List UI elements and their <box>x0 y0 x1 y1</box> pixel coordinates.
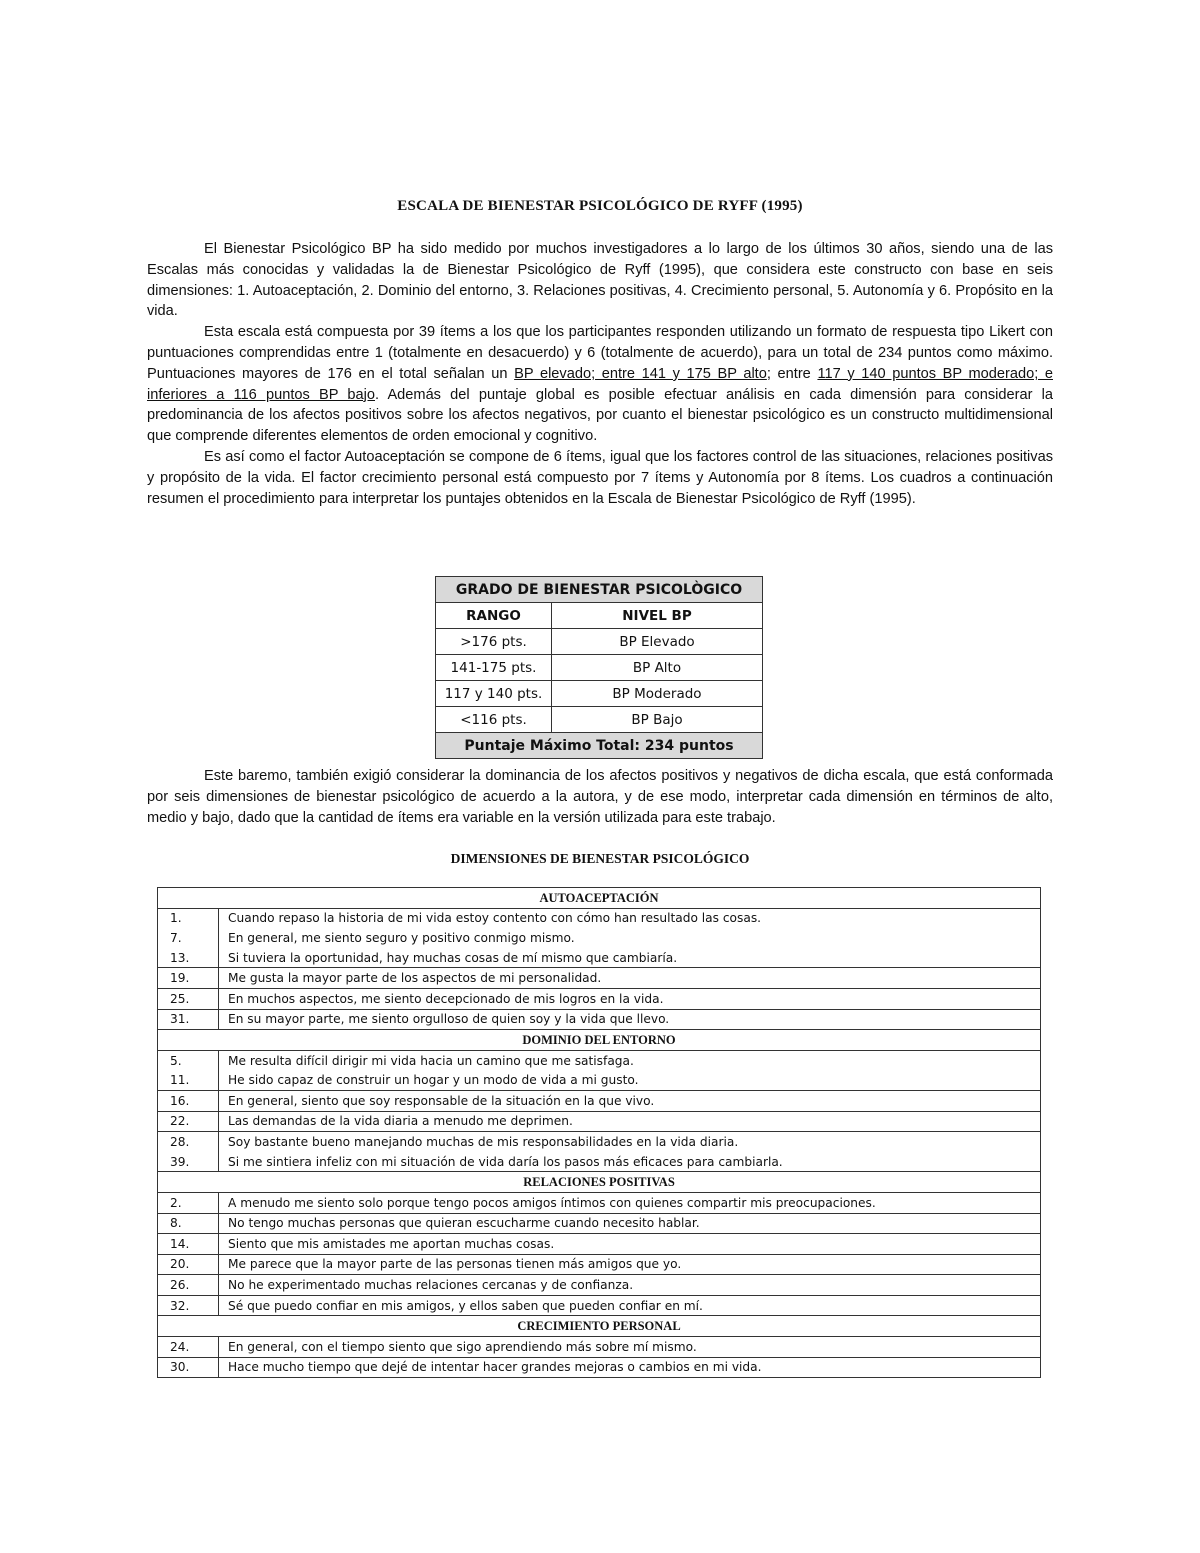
item-row <box>158 1111 1041 1132</box>
paragraph-2-underline-1: BP elevado; entre 141 y 175 BP alto <box>514 365 767 382</box>
item-row <box>158 1213 1041 1234</box>
item-text: En muchos aspectos, me siento decepcionado de mis logros en la vida. <box>219 988 1041 1009</box>
item-number: 31. <box>158 1009 219 1030</box>
item-text: Si tuviera la oportunidad, hay muchas cosas de mí mismo que cambiaría. <box>219 948 1041 968</box>
item-row <box>158 1275 1041 1296</box>
item-text: En general, con el tiempo siento que sigo aprendiendo más sobre mí mismo. <box>219 1337 1041 1358</box>
item-row <box>158 1295 1041 1316</box>
grade-row <box>436 707 763 733</box>
grade-range: 117 y 140 pts. <box>436 681 552 707</box>
section-title: AUTOACEPTACIÓN <box>158 888 1041 909</box>
item-number: 14. <box>158 1234 219 1255</box>
paragraph-2-underline-2: 117 y 140 puntos BP moderado; e inferiores a 116 puntos BP bajo <box>147 365 1053 403</box>
item-number: 30. <box>158 1357 219 1378</box>
item-text: Sé que puedo confiar en mis amigos, y ellos saben que pueden confiar en mí. <box>219 1295 1041 1316</box>
paragraph-3: Es así como el factor Autoaceptación se compone de 6 ítems, igual que los factores control de las situaciones, relaciones positivas y propósito de la vida. El factor crecimiento personal está compuesto por 7 ítems y Autonomía por 8 ítems. Los cuadros a continuación resumen el procedimiento para interpretar los puntajes obtenidos en la Escala de Bienestar Psicológico de Ryff (1995). <box>147 448 1053 507</box>
item-text: A menudo me siento solo porque tengo pocos amigos íntimos con quienes compartir mis preocupaciones. <box>219 1192 1041 1213</box>
section-header-row <box>158 1316 1041 1337</box>
item-row <box>158 1234 1041 1255</box>
item-text: No he experimentado muchas relaciones cercanas y de confianza. <box>219 1275 1041 1296</box>
item-number: 20. <box>158 1254 219 1275</box>
grade-row <box>436 655 763 681</box>
baremo-text <box>147 766 1053 828</box>
grade-row <box>436 629 763 655</box>
document-title: ESCALA DE BIENESTAR PSICOLÓGICO DE RYFF (1995) <box>397 198 803 214</box>
paragraph-1: El Bienestar Psicológico BP ha sido medido por muchos investigadores a lo largo de los últimos 30 años, siendo una de las Escalas más conocidas y validadas la de Bienestar Psicológico de Ryff (1995), que considera este constructo con base en seis dimensiones: 1. Autoaceptación, 2. Dominio del entorno, 3. Relaciones positivas, 4. Crecimiento personal, 5. Autonomía y 6. Propósito en la vida. <box>147 241 1053 320</box>
grade-level: BP Moderado <box>552 681 763 707</box>
grade-level: BP Bajo <box>552 707 763 733</box>
item-text: Cuando repaso la historia de mi vida estoy contento con cómo han resultado las cosas. <box>219 908 1041 928</box>
item-text: Me gusta la mayor parte de los aspectos de mi personalidad. <box>219 968 1041 989</box>
item-text: En general, siento que soy responsable de la situación en la que vivo. <box>219 1090 1041 1111</box>
paragraph-4: Este baremo, también exigió considerar la dominancia de los afectos positivos y negativos de dicha escala, que está conformada por seis dimensiones de bienestar psicológico de acuerdo a la autora, y de ese modo, interpretar cada dimensión en términos de alto, medio y bajo, dado que la cantidad de ítems era variable en la versión utilizada para este trabajo. <box>147 768 1053 826</box>
section-title: CRECIMIENTO PERSONAL <box>158 1316 1041 1337</box>
item-row <box>158 1070 1041 1090</box>
item-text: Me resulta difícil dirigir mi vida hacia un camino que me satisfaga. <box>219 1050 1041 1070</box>
paragraph-2-part-b: ; entre <box>766 365 818 382</box>
intro-text <box>147 239 1053 509</box>
item-text: Siento que mis amistades me aportan muchas cosas. <box>219 1234 1041 1255</box>
paragraph-2 <box>147 322 1053 447</box>
grade-level: BP Elevado <box>552 629 763 655</box>
section-header-row <box>158 1172 1041 1193</box>
item-row <box>158 928 1041 948</box>
item-number: 7. <box>158 928 219 948</box>
section-header-row <box>158 888 1041 909</box>
item-number: 11. <box>158 1070 219 1090</box>
item-row <box>158 1254 1041 1275</box>
grade-level: BP Alto <box>552 655 763 681</box>
item-row <box>158 1152 1041 1172</box>
item-row <box>158 1009 1041 1030</box>
item-number: 16. <box>158 1090 219 1111</box>
item-row <box>158 968 1041 989</box>
item-number: 28. <box>158 1132 219 1152</box>
section-title: RELACIONES POSITIVAS <box>158 1172 1041 1193</box>
item-number: 13. <box>158 948 219 968</box>
item-number: 22. <box>158 1111 219 1132</box>
item-number: 1. <box>158 908 219 928</box>
item-text: Me parece que la mayor parte de las personas tienen más amigos que yo. <box>219 1254 1041 1275</box>
item-number: 26. <box>158 1275 219 1296</box>
item-row <box>158 948 1041 968</box>
item-row <box>158 1337 1041 1358</box>
grade-col-level: NIVEL BP <box>552 603 763 629</box>
section-title: DOMINIO DEL ENTORNO <box>158 1030 1041 1051</box>
grade-table-caption: GRADO DE BIENESTAR PSICOLÒGICO <box>436 577 763 603</box>
dimensions-table <box>157 887 1041 1378</box>
item-row <box>158 1132 1041 1152</box>
item-text: He sido capaz de construir un hogar y un modo de vida a mi gusto. <box>219 1070 1041 1090</box>
item-number: 2. <box>158 1192 219 1213</box>
item-row <box>158 988 1041 1009</box>
grade-range: >176 pts. <box>436 629 552 655</box>
grade-row <box>436 681 763 707</box>
item-row <box>158 1357 1041 1378</box>
grade-range: 141-175 pts. <box>436 655 552 681</box>
item-text: Hace mucho tiempo que dejé de intentar hacer grandes mejoras o cambios en mi vida. <box>219 1357 1041 1378</box>
item-text: Si me sintiera infeliz con mi situación de vida daría los pasos más eficaces para cambiarla. <box>219 1152 1041 1172</box>
grade-table <box>435 576 763 759</box>
paragraph-2-part-c: . Además del puntaje global es posible efectuar análisis en cada dimensión para considerar la predominancia de los afectos positivos sobre los afectos negativos, por cuanto el bienestar psicológico es un constructo multidimensional que comprende diferentes elementos de orden emocional y cognitivo. <box>147 386 1053 445</box>
item-row <box>158 1090 1041 1111</box>
item-row <box>158 1050 1041 1070</box>
item-text: Las demandas de la vida diaria a menudo me deprimen. <box>219 1111 1041 1132</box>
grade-table-footer: Puntaje Máximo Total: 234 puntos <box>436 733 763 759</box>
item-row <box>158 908 1041 928</box>
item-number: 25. <box>158 988 219 1009</box>
item-number: 39. <box>158 1152 219 1172</box>
item-text: En general, me siento seguro y positivo conmigo mismo. <box>219 928 1041 948</box>
item-number: 8. <box>158 1213 219 1234</box>
grade-range: <116 pts. <box>436 707 552 733</box>
paragraph-2-part-a: Esta escala está compuesta por 39 ítems a los que los participantes responden utilizando un formato de respuesta tipo Likert con puntuaciones comprendidas entre 1 (totalmente en desacuerdo) y 6 (totalmente de acuerdo), para un total de 234 puntos como máximo. Puntuaciones mayores de 176 en el total señalan un <box>147 324 1053 382</box>
section-header-row <box>158 1030 1041 1051</box>
item-number: 32. <box>158 1295 219 1316</box>
dimensions-title: DIMENSIONES DE BIENESTAR PSICOLÓGICO <box>450 851 750 866</box>
item-text: Soy bastante bueno manejando muchas de mis responsabilidades en la vida diaria. <box>219 1132 1041 1152</box>
grade-col-range: RANGO <box>436 603 552 629</box>
item-number: 24. <box>158 1337 219 1358</box>
item-number: 5. <box>158 1050 219 1070</box>
item-row <box>158 1192 1041 1213</box>
item-text: No tengo muchas personas que quieran escucharme cuando necesito hablar. <box>219 1213 1041 1234</box>
item-text: En su mayor parte, me siento orgulloso de quien soy y la vida que llevo. <box>219 1009 1041 1030</box>
item-number: 19. <box>158 968 219 989</box>
